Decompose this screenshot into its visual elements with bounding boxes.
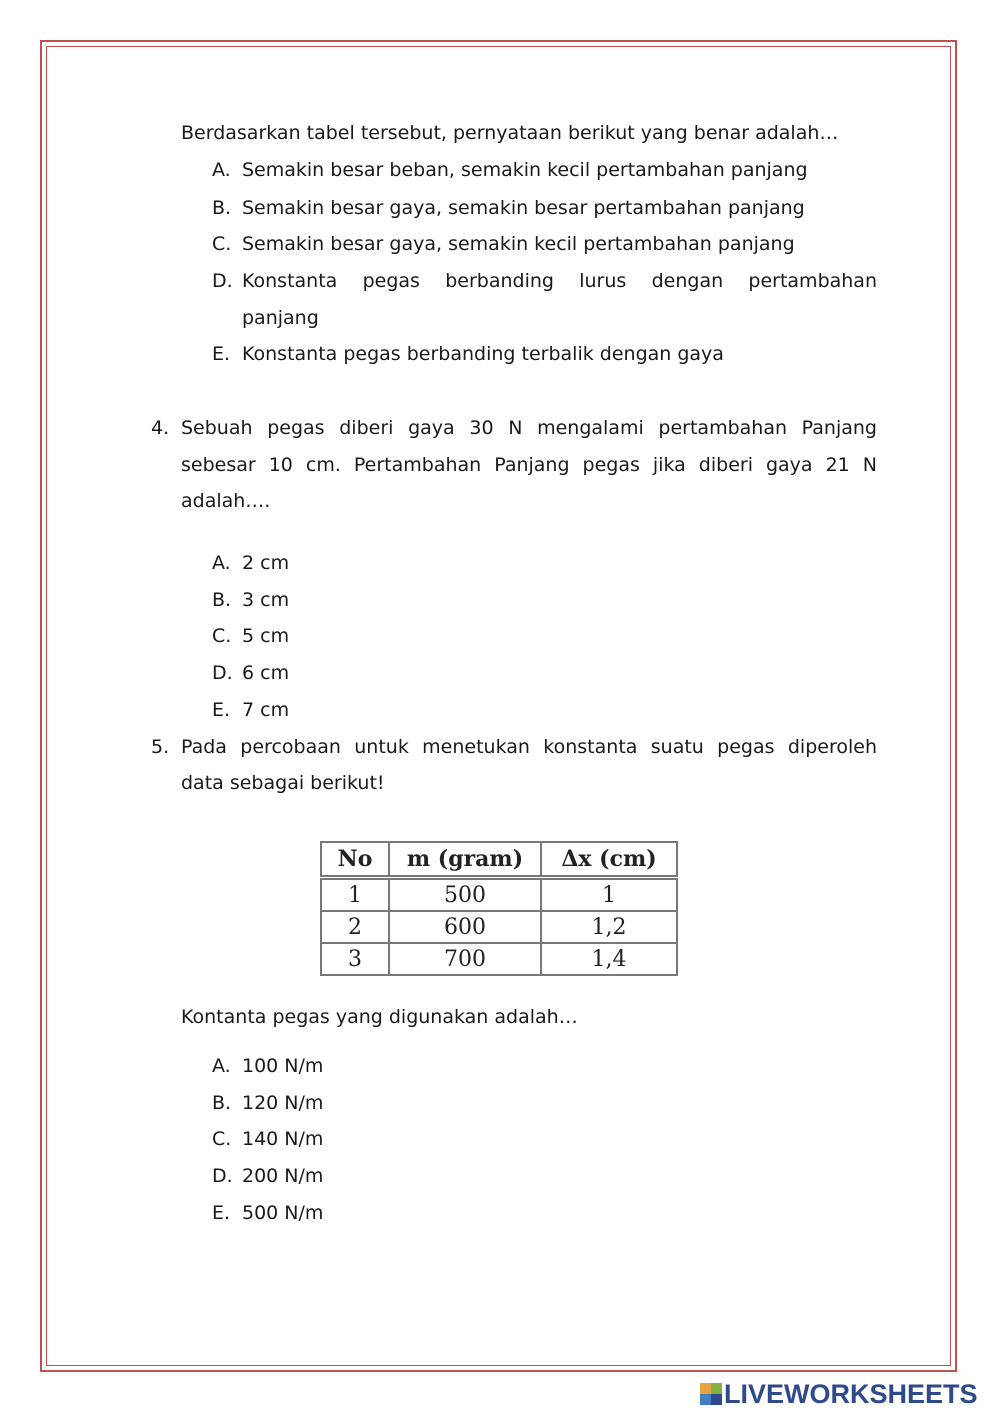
q5-option-e-text[interactable]: 500 N/m — [242, 1202, 324, 1224]
q4-option-e-letter: E. — [212, 699, 231, 721]
q4-option-a-text[interactable]: 2 cm — [242, 552, 290, 574]
q4-option-d-letter: D. — [212, 662, 233, 684]
q5-question: Kontanta pegas yang digunakan adalah… — [181, 1006, 578, 1028]
table-row — [321, 943, 677, 975]
table-cell: 3 — [321, 943, 389, 975]
q3-option-b-letter: B. — [212, 197, 232, 219]
q5-option-e-letter: E. — [212, 1202, 231, 1224]
table-cell: 2 — [321, 911, 389, 943]
q5-option-c-letter: C. — [212, 1128, 232, 1150]
q3-option-d-text-line2[interactable]: panjang — [242, 307, 319, 329]
table-header-row — [321, 842, 677, 878]
liveworksheets-logo-icon — [700, 1383, 722, 1405]
q4-option-e-text[interactable]: 7 cm — [242, 699, 290, 721]
liveworksheets-logo-text: LIVEWORKSHEETS — [724, 1378, 978, 1409]
q4-number: 4. — [151, 417, 170, 439]
q4-stem-line2: sebesar 10 cm. Pertambahan Panjang pegas jika diberi gaya 21 N — [181, 454, 877, 476]
q3-option-d-letter: D. — [212, 270, 233, 292]
q4-option-c-text[interactable]: 5 cm — [242, 625, 290, 647]
q4-option-d-text[interactable]: 6 cm — [242, 662, 290, 684]
q3-option-d-text-line1[interactable]: Konstanta pegas berbanding lurus dengan pertambahan — [242, 270, 877, 292]
q5-option-d-text[interactable]: 200 N/m — [242, 1165, 324, 1187]
q3-option-b-text[interactable]: Semakin besar gaya, semakin besar pertambahan panjang — [242, 197, 805, 219]
q4-stem-line1: Sebuah pegas diberi gaya 30 N mengalami pertambahan Panjang — [181, 417, 877, 439]
q5-stem-line1: Pada percobaan untuk menetukan konstanta suatu pegas diperoleh — [181, 736, 877, 758]
table-header-mass: m (gram) — [389, 842, 541, 878]
liveworksheets-logo[interactable] — [700, 1380, 978, 1408]
q3-option-e-letter: E. — [212, 343, 231, 365]
q4-stem-line3: adalah…. — [181, 490, 271, 512]
q3-option-e-text[interactable]: Konstanta pegas berbanding terbalik dengan gaya — [242, 343, 724, 365]
q5-option-b-text[interactable]: 120 N/m — [242, 1092, 324, 1114]
q3-stem: Berdasarkan tabel tersebut, pernyataan berikut yang benar adalah… — [181, 122, 839, 144]
table-cell: 1,4 — [541, 943, 677, 975]
q4-option-b-letter: B. — [212, 589, 232, 611]
table-header-delta-x: Δx (cm) — [541, 842, 677, 878]
q5-option-a-letter: A. — [212, 1055, 231, 1077]
table-cell: 600 — [389, 911, 541, 943]
table-header-no: No — [321, 842, 389, 878]
q5-number: 5. — [151, 736, 170, 758]
q5-option-d-letter: D. — [212, 1165, 233, 1187]
table-row — [321, 911, 677, 943]
table-cell: 700 — [389, 943, 541, 975]
q5-stem-line2: data sebagai berikut! — [181, 772, 385, 794]
table-row — [321, 878, 677, 912]
table-cell: 1 — [321, 878, 389, 912]
q5-option-c-text[interactable]: 140 N/m — [242, 1128, 324, 1150]
q4-option-b-text[interactable]: 3 cm — [242, 589, 290, 611]
table-cell: 500 — [389, 878, 541, 912]
q3-option-a-text[interactable]: Semakin besar beban, semakin kecil pertambahan panjang — [242, 159, 808, 181]
q3-option-c-letter: C. — [212, 233, 232, 255]
q4-option-a-letter: A. — [212, 552, 231, 574]
q5-option-b-letter: B. — [212, 1092, 232, 1114]
data-table — [320, 841, 678, 976]
table-cell: 1 — [541, 878, 677, 912]
q4-option-c-letter: C. — [212, 625, 232, 647]
q5-option-a-text[interactable]: 100 N/m — [242, 1055, 324, 1077]
q3-option-c-text[interactable]: Semakin besar gaya, semakin kecil pertambahan panjang — [242, 233, 795, 255]
q3-option-a-letter: A. — [212, 159, 231, 181]
table-cell: 1,2 — [541, 911, 677, 943]
